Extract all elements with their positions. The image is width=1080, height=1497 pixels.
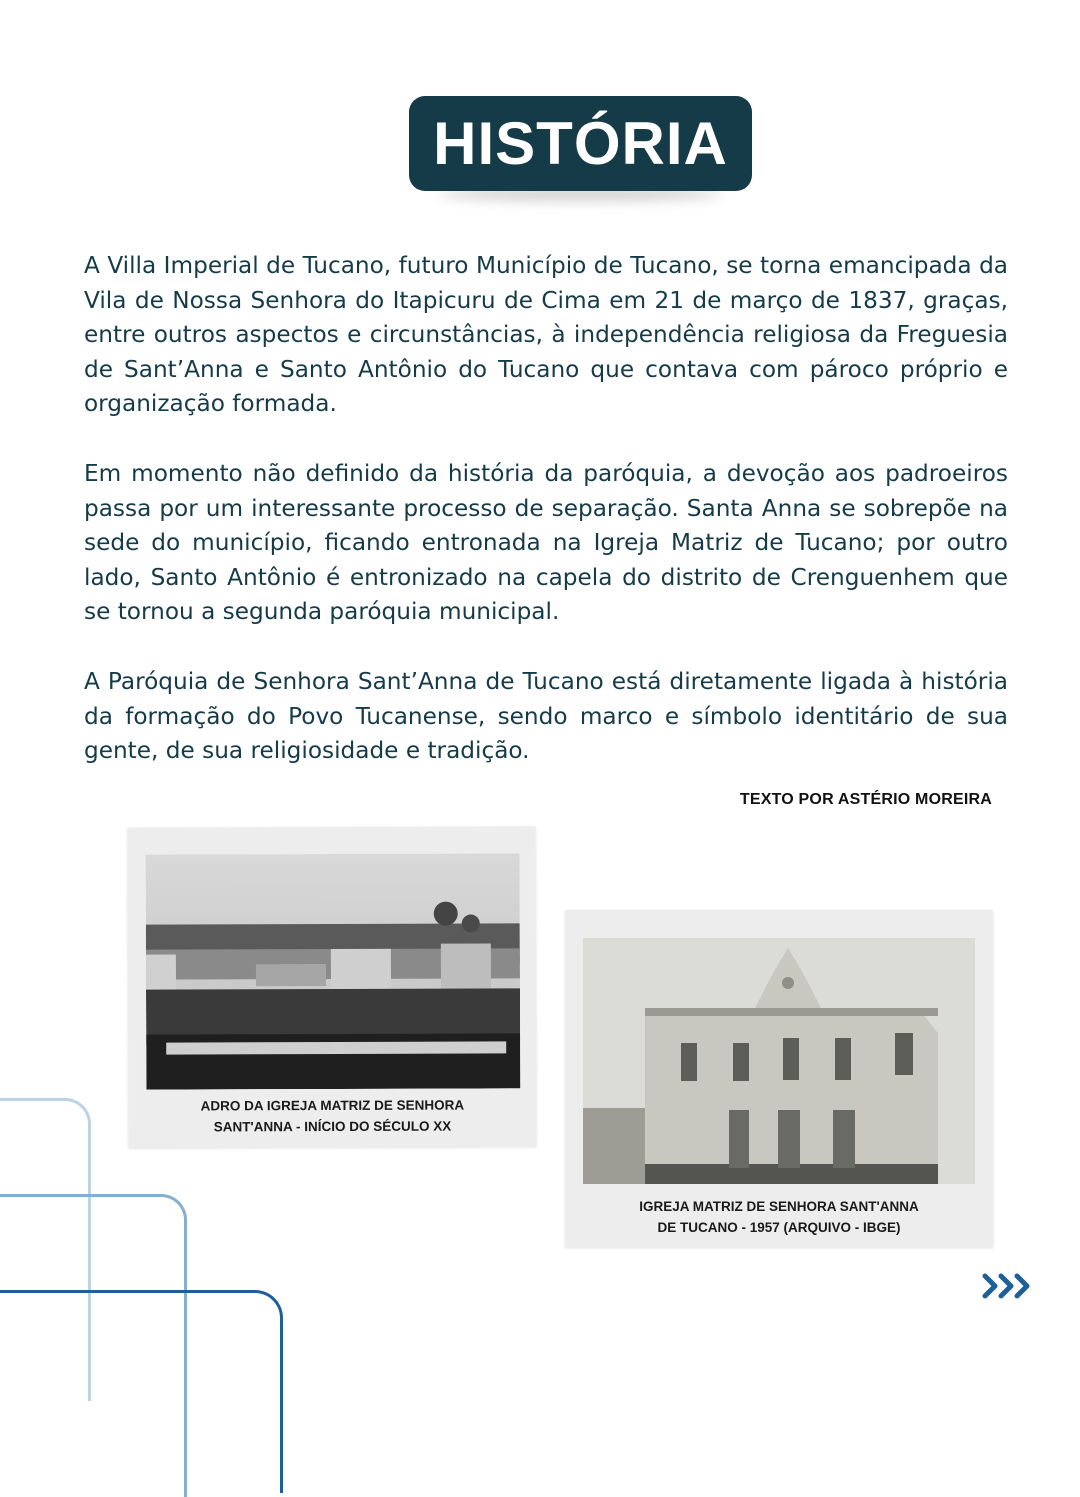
caption-line-1: ADRO DA IGREJA MATRIZ DE SENHORA xyxy=(200,1097,465,1114)
triple-chevron-right-icon[interactable] xyxy=(982,1272,1034,1300)
caption-line-2: DE TUCANO - 1957 (ARQUIVO - IBGE) xyxy=(657,1220,901,1235)
photo-card-church-square xyxy=(127,826,536,1147)
history-paragraph-3: A Paróquia de Senhora Sant’Anna de Tucano está diretamente ligada à história da formação do Povo Tucanense, sendo marco e símbolo identitário de sua gente, de sua religiosidade e tradição. xyxy=(84,668,1008,765)
history-paragraph-2: Em momento não definido da história da paróquia, a devoção aos padroeiros passa por um interessante processo de separação. Santa Anna se sobrepõe na sede do município, ficando entronada na Igreja Matriz de Tucano; por outro lado, Santo Antônio é entronizado na capela do distrito de Crenguenhem que se tornou a segunda paróquia municipal. xyxy=(84,460,1008,626)
title-badge xyxy=(409,96,752,191)
photo-caption xyxy=(565,1196,993,1238)
caption-line-2: SANT'ANNA - INÍCIO DO SÉCULO XX xyxy=(213,1118,452,1135)
page-title: HISTÓRIA xyxy=(409,96,752,191)
decorative-frame-dark xyxy=(0,1290,283,1493)
caption-line-1: IGREJA MATRIZ DE SENHORA SANT'ANNA xyxy=(639,1199,919,1214)
photo-caption xyxy=(128,1094,536,1137)
photo-card-church-facade xyxy=(565,910,993,1247)
church-square-photo xyxy=(146,853,521,1089)
author-credit: TEXTO POR ASTÉRIO MOREIRA xyxy=(739,791,992,808)
history-paragraph-1: A Villa Imperial de Tucano, futuro Município de Tucano, se torna emancipada da Vila de Nossa Senhora do Itapicuru de Cima em 21 de março de 1837, graças, entre outros aspectos e circunstâncias, à independência religiosa da Freguesia de Sant’Anna e Santo Antônio do Tucano que contava com pároco próprio e organização formada. xyxy=(84,252,1008,418)
church-facade-photo xyxy=(583,938,975,1184)
